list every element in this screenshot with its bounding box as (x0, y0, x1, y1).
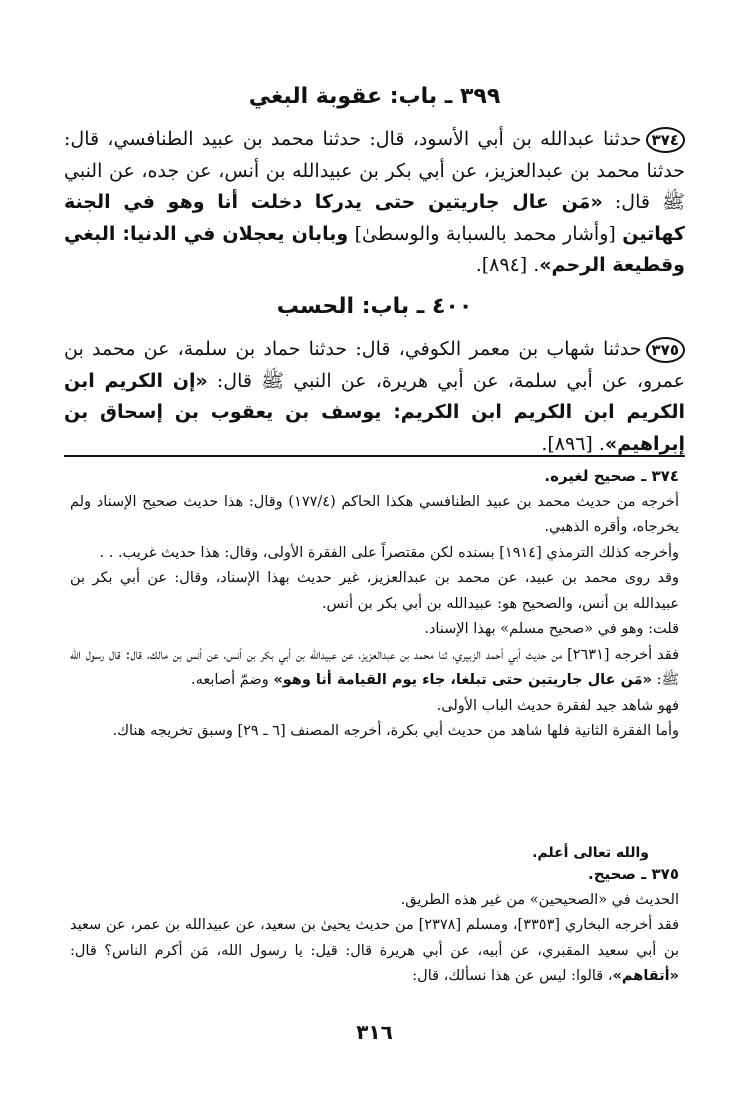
footnote-375-p2 (70, 913, 679, 990)
hadith-number-badge: ٣٧٥ (646, 337, 685, 363)
footnote-375-p1: الحديث في «الصحيحين» من غير هذه الطريق. (400, 891, 679, 908)
footnote-374-p4: قلت: وهو في «صحيح مسلم» بهذا الإسناد. (424, 621, 679, 637)
footnote-375-head: ٣٧٥ ـ صحيح. (588, 865, 679, 883)
footnote-374-head: ٣٧٤ ـ صحيح لغيره. (544, 467, 679, 485)
footnote-374-p6: فهو شاهد جيد لفقرة حديث الباب الأولى. (436, 697, 679, 714)
footnote-374-p2: وأخرجه كذلك الترمذي [١٩١٤] بسنده لكن مقتصراً على الفقرة الأولى، وقال: هذا حديث غريب. . . (99, 544, 679, 561)
hadith-374-aside: [وأشار محمد بالسبابة والوسطىٰ] (348, 222, 623, 245)
chapter-400-title: ٤٠٠ ـ باب: الحسب (276, 294, 473, 319)
footnote-374-p5-quote: «مَن عال جاريتين حتى تبلغا، جاء يوم القيامة أنا وهو» (273, 672, 652, 688)
footnote-375-p2-text: فقد أخرجه البخاري [٣٣٥٣]، ومسلم [٢٣٧٨] من حديث يحيىٰ بن سعيد، عن عبيدالله بن عمر، عن سعيد بن أبي سعيد المقبري، عن أبيه، عن أبي هريرة قال: قيل: يا رسول الله، مَن أكرم الناس؟ قال: (70, 917, 679, 959)
footnote-374 (70, 464, 679, 745)
footnote-divider (64, 455, 685, 457)
footnote-374-p3: وقد روى محمد بن عبيد، عن محمد بن عبدالعزيز، غير حديث بهذا الإسناد، وقال: عن أبي بكر بن عبيدالله بن أنس، والصحيح هو: عبيدالله بن أبي بكر بن أنس. (70, 570, 679, 612)
footnote-374-p5-text: فقد أخرجه [٢٦٣١] من حديث أبي أحمد الزبيري، ثنا محمد بن عبدالعزيز، عن عبيدالله بن أبي بكر بن أنس، عن أنس بن مالك، قال: قال رسول الله ﷺ: (70, 646, 679, 688)
footnote-375 (70, 862, 679, 990)
hadith-374-matn-2: وبابان يعجلان في الدنيا: البغي وقطيعة الرحم» (64, 222, 685, 276)
hadith-375-ref: . [٨٩٦]. (541, 432, 605, 455)
footnote-374-p5-end: وضمّ أصابعه. (190, 672, 274, 688)
hadith-374-ref: . [٨٩٤]. (475, 254, 540, 276)
footnote-374-p1: أخرجه من حديث محمد بن عبيد الطنافسي هكذا الحاكم (١٧٧/٤) وقال: هذا حديث صحيح الإسناد ولم يخرجاه، وأقره الذهبي. (70, 493, 679, 535)
hadith-374-matn-1: «مَن عال جاريتين حتى يدركا دخلت أنا وهو في الجنة كهاتين (64, 191, 685, 245)
hadith-375-isnad: حدثنا شهاب بن معمر الكوفي، قال: حدثنا حماد بن سلمة، عن محمد بن عمرو، عن أبي سلمة، عن أبي هريرة، عن النبي ﷺ قال: (64, 338, 685, 392)
hadith-374-isnad: حدثنا عبدالله بن أبي الأسود، قال: حدثنا محمد بن عبيد الطنافسي، قال: حدثنا محمد بن عبدالعزيز، عن أبي بكر بن عبيدالله بن أنس، عن جده، عن النبي ﷺ قال: (64, 128, 686, 213)
footnote-374-p5 (70, 643, 679, 694)
footnote-375-p2-end: ، قالوا: ليس عن هذا نسألك، قال: (412, 968, 613, 984)
hadith-375-matn: «إن الكريم ابن الكريم ابن الكريم ابن الكريم: يوسف بن يعقوب بن إسحاق بن إبراهيم» (64, 369, 685, 455)
hadith-number-badge: ٣٧٤ (646, 127, 685, 153)
chapter-399-title: ٣٩٩ ـ باب: عقوبة البغي (248, 84, 501, 109)
page-number: ٣١٦ (356, 1020, 393, 1044)
footnote-374-p7: وأما الفقرة الثانية فلها شاهد من حديث أبي بكرة، أخرجه المصنف [٦ ـ ٢٩] وسبق تخريجه هناك. (112, 723, 679, 739)
hadith-374 (64, 124, 685, 282)
footnote-375-p2-quote: «أتقاهم» (612, 968, 679, 984)
closing-phrase: والله تعالى أعلم. (532, 845, 649, 861)
hadith-375 (64, 334, 685, 460)
